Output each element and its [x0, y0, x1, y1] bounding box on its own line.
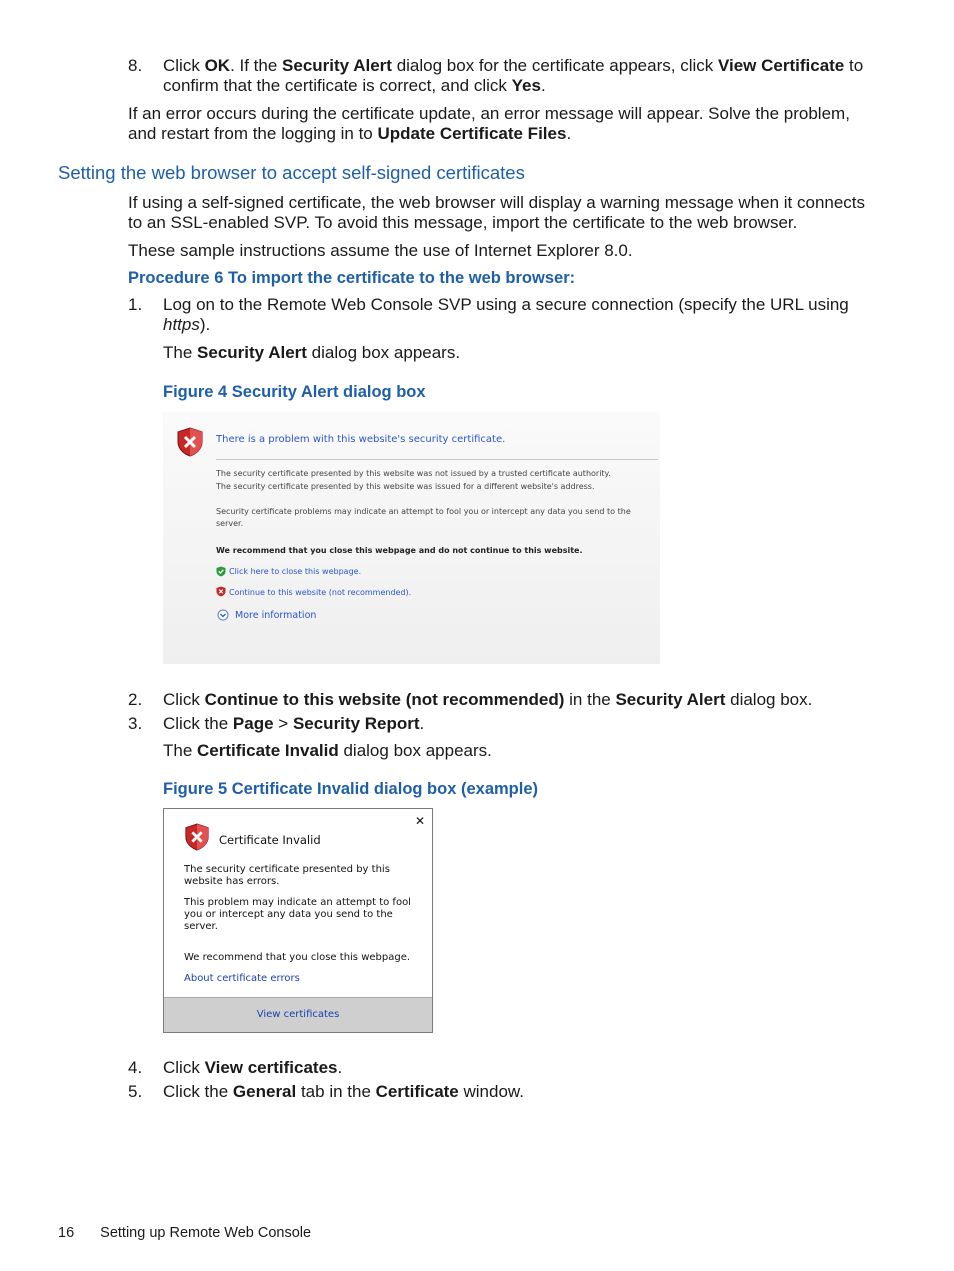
certificate-term: Certificate	[375, 1082, 459, 1101]
text: .	[337, 1058, 343, 1077]
text: tab in the	[296, 1082, 376, 1101]
intro-note: These sample instructions assume the use of Internet Explorer 8.0.	[128, 241, 633, 260]
dialog-title: Certificate Invalid	[219, 833, 321, 847]
step-1-result	[163, 343, 460, 363]
dialog-line: you or intercept any data you send to the	[184, 909, 393, 920]
figure-5-caption: Figure 5 Certificate Invalid dialog box (example)	[163, 780, 539, 798]
security-alert-screenshot	[163, 412, 660, 664]
text: ).	[199, 315, 211, 334]
step-3-result	[163, 741, 492, 761]
text: The	[163, 343, 198, 362]
view-certificates-link[interactable]: View certificates	[256, 1009, 340, 1020]
step-5	[128, 1082, 888, 1102]
alert-recommend: We recommend that you close this webpage and do not continue to this website.	[216, 546, 583, 555]
error-paragraph	[128, 104, 908, 144]
security-alert-term: Security Alert	[197, 343, 307, 362]
about-certificate-errors-link[interactable]: About certificate errors	[184, 973, 300, 984]
text: in the	[564, 690, 616, 709]
yes-term: Yes	[511, 76, 541, 95]
text: dialog box appears.	[306, 343, 461, 362]
certificate-invalid-screenshot	[163, 808, 433, 1033]
step-number: 2.	[128, 690, 143, 709]
text: .	[566, 124, 572, 143]
footer	[58, 1223, 311, 1243]
dialog-line: server.	[184, 921, 218, 932]
page-number: 16	[58, 1225, 75, 1241]
https-term: https	[163, 315, 200, 334]
figure-4-caption: Figure 4 Security Alert dialog box	[163, 383, 426, 401]
step-2	[128, 690, 888, 710]
close-webpage-link[interactable]: Click here to close this webpage.	[229, 567, 362, 576]
step-number: 5.	[128, 1082, 143, 1101]
step-3	[128, 714, 888, 734]
dialog-footer	[164, 997, 432, 1032]
text: to	[844, 56, 864, 75]
step-1	[128, 295, 888, 335]
dialog-line: website has errors.	[184, 876, 280, 887]
text: If an error occurs during the certificate update, an error message will appear. Solve the problem,	[128, 104, 850, 123]
chevron-down-icon[interactable]	[217, 609, 229, 621]
footer-title: Setting up Remote Web Console	[100, 1225, 312, 1241]
view-certificate-term: View Certificate	[717, 56, 845, 75]
general-term: General	[232, 1082, 297, 1101]
alert-line-1: The security certificate presented by this website was not issued by a trusted certificate authority.	[216, 469, 611, 478]
divider	[216, 459, 658, 460]
text: If using a self-signed certificate, the web browser will display a warning message when it connects	[128, 193, 866, 212]
step-number: 3.	[128, 714, 143, 733]
certificate-invalid-term: Certificate Invalid	[197, 741, 339, 760]
close-icon[interactable]: ✕	[414, 814, 425, 828]
text: Click the	[163, 714, 233, 733]
ok-term: OK	[204, 56, 231, 75]
alert-line-3: Security certificate problems may indicate an attempt to fool you or intercept any data you send to the	[216, 507, 631, 516]
red-shield-icon	[216, 586, 226, 597]
text: Click	[163, 1058, 205, 1077]
procedure-title: Procedure 6 To import the certificate to the web browser:	[128, 269, 576, 287]
text: Log on to the Remote Web Console SVP using a secure connection (specify the URL using	[163, 295, 849, 314]
more-information-link[interactable]: More information	[235, 610, 317, 621]
text: dialog box.	[725, 690, 813, 709]
security-alert-term: Security Alert	[282, 56, 392, 75]
dialog-line: The security certificate presented by this	[184, 864, 390, 875]
text: The	[163, 741, 198, 760]
green-shield-icon	[216, 566, 226, 577]
alert-line-2: The security certificate presented by this website was issued for a different website's address.	[216, 482, 595, 491]
security-alert-term: Security Alert	[615, 690, 726, 709]
text: .	[540, 76, 546, 95]
security-report-term: Security Report	[292, 714, 420, 733]
update-files-term: Update Certificate Files	[377, 124, 567, 143]
step-number: 4.	[128, 1058, 143, 1077]
text: >	[273, 714, 293, 733]
dialog-line: This problem may indicate an attempt to fool	[184, 897, 411, 908]
alert-line-4: server.	[216, 519, 244, 528]
error-shield-icon	[184, 823, 210, 851]
text: . If the	[230, 56, 283, 75]
text: Click	[163, 56, 205, 75]
step-4	[128, 1058, 888, 1078]
text: .	[419, 714, 425, 733]
step-8	[128, 56, 888, 96]
text: dialog box appears.	[338, 741, 492, 760]
text: Click	[163, 690, 205, 709]
intro-paragraph	[128, 193, 918, 233]
section-heading: Setting the web browser to accept self-signed certificates	[58, 162, 525, 183]
text: confirm that the certificate is correct, and click	[163, 76, 512, 95]
text: window.	[458, 1082, 524, 1101]
text: and restart from the logging in to	[128, 124, 378, 143]
view-certificates-term: View certificates	[204, 1058, 338, 1077]
continue-term: Continue to this website (not recommended)	[204, 690, 565, 709]
step-number: 1.	[128, 295, 143, 314]
error-shield-icon	[176, 427, 204, 457]
dialog-line: We recommend that you close this webpage.	[184, 952, 411, 963]
text: dialog box for the certificate appears, click	[391, 56, 718, 75]
text: Click the	[163, 1082, 233, 1101]
alert-title: There is a problem with this website's security certificate.	[216, 434, 506, 445]
text: to an SSL-enabled SVP. To avoid this message, import the certificate to the web browser.	[128, 213, 798, 232]
continue-website-link[interactable]: Continue to this website (not recommended).	[229, 588, 412, 597]
step-number: 8.	[128, 56, 143, 75]
page-term: Page	[232, 714, 274, 733]
